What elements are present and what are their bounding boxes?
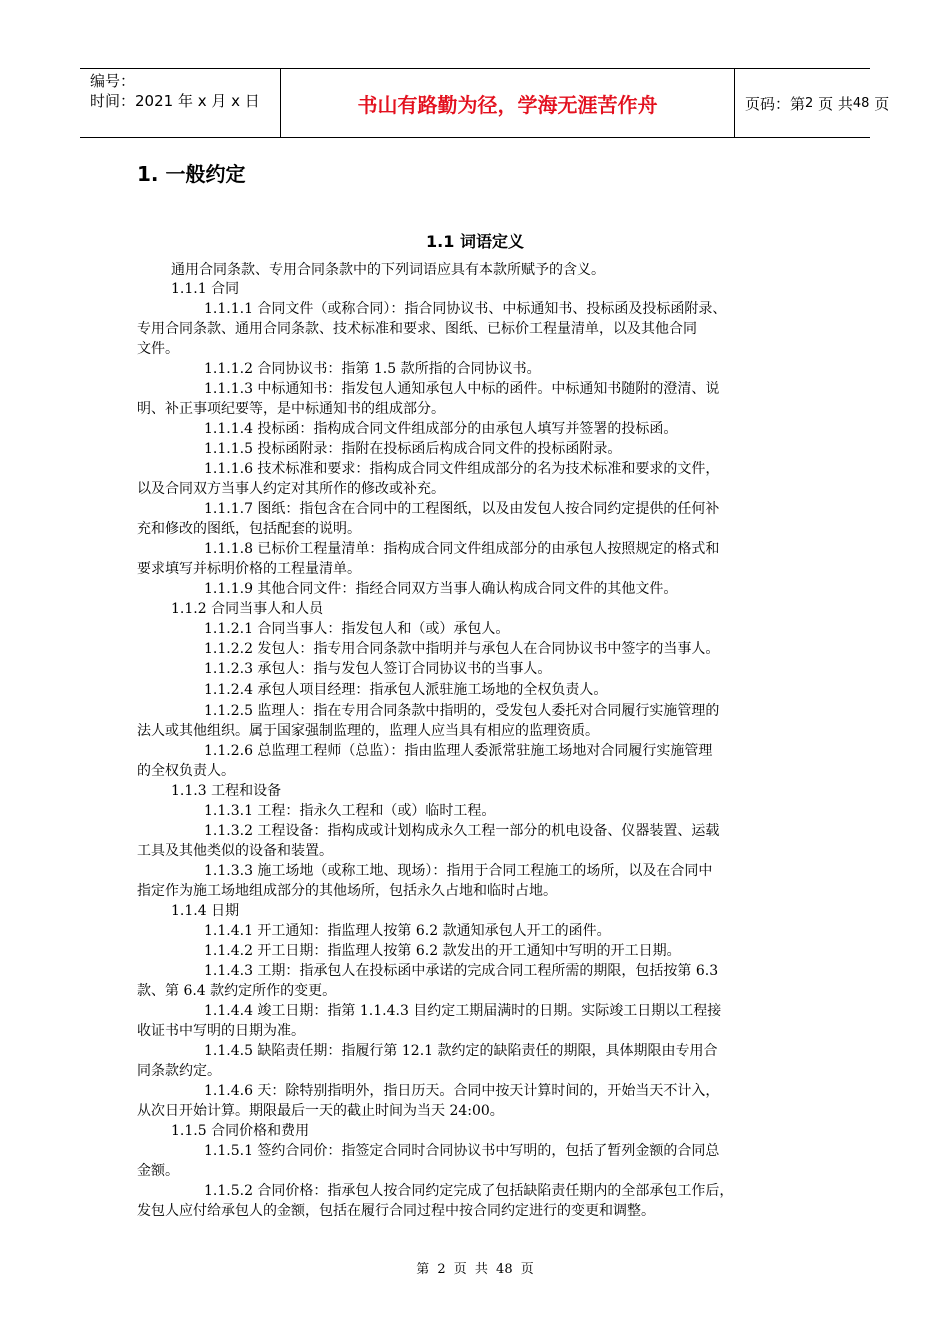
body-line: 1.1.1.2 合同协议书：指第 1.5 款所指的合同协议书。 — [204, 361, 541, 377]
body-line: 1.1.5.2 合同价格：指承包人按合同约定完成了包括缺陷责任期内的全部承包工作后， — [204, 1183, 734, 1199]
body-line: 文件。 — [137, 341, 179, 357]
body-line: 1.1.1.6 技术标准和要求：指构成合同文件组成部分的名为技术标准和要求的文件， — [204, 461, 720, 477]
body-line: 1.1.1.7 图纸：指包含在合同中的工程图纸，以及由发包人按合同约定提供的任何补 — [204, 501, 720, 517]
body-line: 1.1.3.2 工程设备：指构成或计划构成永久工程一部分的机电设备、仪器装置、运载 — [204, 823, 720, 839]
body-line: 1.1.3.1 工程：指永久工程和（或）临时工程。 — [204, 803, 496, 819]
body-line: 收证书中写明的日期为准。 — [137, 1023, 305, 1039]
body-line: 1.1.1.9 其他合同文件：指经合同双方当事人确认构成合同文件的其他文件。 — [204, 581, 678, 597]
body-line: 1.1.2 合同当事人和人员 — [171, 601, 324, 617]
header-page-info — [735, 69, 890, 137]
body-line: 1.1.2.6 总监理工程师（总监）：指由监理人委派常驻施工场地对合同履行实施管理 — [204, 743, 713, 759]
body-line: 1.1.1.8 已标价工程量清单：指构成合同文件组成部分的由承包人按照规定的格式和 — [204, 541, 720, 557]
body-line: 法人或其他组织。属于国家强制监理的，监理人应当具有相应的监理资质。 — [137, 723, 599, 739]
page-number: 2 — [805, 95, 814, 111]
body-line: 1.1.1.5 投标函附录：指附在投标函后构成合同文件的投标函附录。 — [204, 441, 622, 457]
body-line: 通用合同条款、专用合同条款中的下列词语应具有本款所赋予的含义。 — [171, 262, 605, 278]
body-line: 以及合同双方当事人约定对其所作的修改或补充。 — [137, 481, 445, 497]
header-motto: 书山有路勤为径，学海无涯苦作舟 — [280, 69, 735, 137]
page-suffix: 页 — [874, 94, 890, 113]
body-line: 要求填写并标明价格的工程量清单。 — [137, 561, 361, 577]
section-title: 1.1 词语定义 — [426, 232, 524, 251]
chapter-heading: 1. 一般约定 — [137, 162, 246, 186]
body-line: 1.1.5 合同价格和费用 — [171, 1123, 310, 1139]
body-line: 1.1.3 工程和设备 — [171, 783, 282, 799]
body-line: 1.1.2.4 承包人项目经理：指承包人派驻施工场地的全权负责人。 — [204, 682, 608, 698]
body-line: 1.1.4.3 工期：指承包人在投标函中承诺的完成合同工程所需的期限，包括按第 6.3 — [204, 963, 719, 979]
body-line: 专用合同条款、通用合同条款、技术标准和要求、图纸、已标价工程量清单，以及其他合同 — [137, 321, 697, 337]
body-line: 发包人应付给承包人的金额，包括在履行合同过程中按合同约定进行的变更和调整。 — [137, 1203, 655, 1219]
body-line: 金额。 — [137, 1163, 179, 1179]
document-number-label: 编号： — [90, 72, 136, 90]
body-line: 同条款约定。 — [137, 1063, 221, 1079]
body-line: 从次日开始计算。期限最后一天的截止时间为当天 24:00。 — [137, 1103, 504, 1119]
body-line: 工具及其他类似的设备和装置。 — [137, 843, 333, 859]
header-info — [80, 69, 280, 137]
body-line: 1.1.4.2 开工日期：指监理人按第 6.2 款发出的开工通知中写明的开工日期。 — [204, 943, 681, 959]
page-prefix: 页码：第 — [745, 94, 806, 113]
body-line: 充和修改的图纸，包括配套的说明。 — [137, 521, 361, 537]
body-line: 1.1.2.1 合同当事人：指发包人和（或）承包人。 — [204, 621, 510, 637]
page-footer: 第 2 页 共 48 页 — [416, 1262, 534, 1277]
body-line: 1.1.5.1 签约合同价：指签定合同时合同协议书中写明的，包括了暂列金额的合同总 — [204, 1143, 720, 1159]
document-date: 时间：2021 年 x 月 x 日 — [90, 92, 260, 110]
body-line: 1.1.4.4 竣工日期：指第 1.1.4.3 目约定工期届满时的日期。实际竣工日期以工程接 — [204, 1003, 722, 1019]
body-line: 1.1.2.2 发包人：指专用合同条款中指明并与承包人在合同协议书中签字的当事人。 — [204, 641, 720, 657]
body-line: 1.1.4 日期 — [171, 903, 240, 919]
page-header — [80, 68, 890, 138]
body-line: 1.1.4.1 开工通知：指监理人按第 6.2 款通知承包人开工的函件。 — [204, 923, 611, 939]
body-line: 1.1.1 合同 — [171, 281, 240, 297]
body-line: 的全权负责人。 — [137, 763, 235, 779]
body-line: 1.1.4.6 天：除特别指明外，指日历天。合同中按天计算时间的，开始当天不计入， — [204, 1083, 720, 1099]
body-line: 1.1.1.1 合同文件（或称合同）：指合同协议书、中标通知书、投标函及投标函附录、 — [204, 301, 727, 317]
page-total: 48 — [852, 95, 870, 111]
page-mid: 页 共 — [818, 94, 853, 113]
body-line: 1.1.2.5 监理人：指在专用合同条款中指明的，受发包人委托对合同履行实施管理的 — [204, 703, 720, 719]
body-line: 1.1.4.5 缺陷责任期：指履行第 12.1 款约定的缺陷责任的期限，具体期限由专用合 — [204, 1043, 718, 1059]
body-line: 1.1.1.4 投标函：指构成合同文件组成部分的由承包人填写并签署的投标函。 — [204, 421, 678, 437]
body-line: 1.1.1.3 中标通知书：指发包人通知承包人中标的函件。中标通知书随附的澄清、说 — [204, 381, 720, 397]
body-line: 1.1.3.3 施工场地（或称工地、现场）：指用于合同工程施工的场所，以及在合同中 — [204, 863, 713, 879]
body-line: 指定作为施工场地组成部分的其他场所，包括永久占地和临时占地。 — [137, 883, 557, 899]
body-line: 明、补正事项纪要等，是中标通知书的组成部分。 — [137, 401, 445, 417]
body-line: 1.1.2.3 承包人：指与发包人签订合同协议书的当事人。 — [204, 661, 552, 677]
body-line: 款、第 6.4 款约定所作的变更。 — [137, 983, 337, 999]
